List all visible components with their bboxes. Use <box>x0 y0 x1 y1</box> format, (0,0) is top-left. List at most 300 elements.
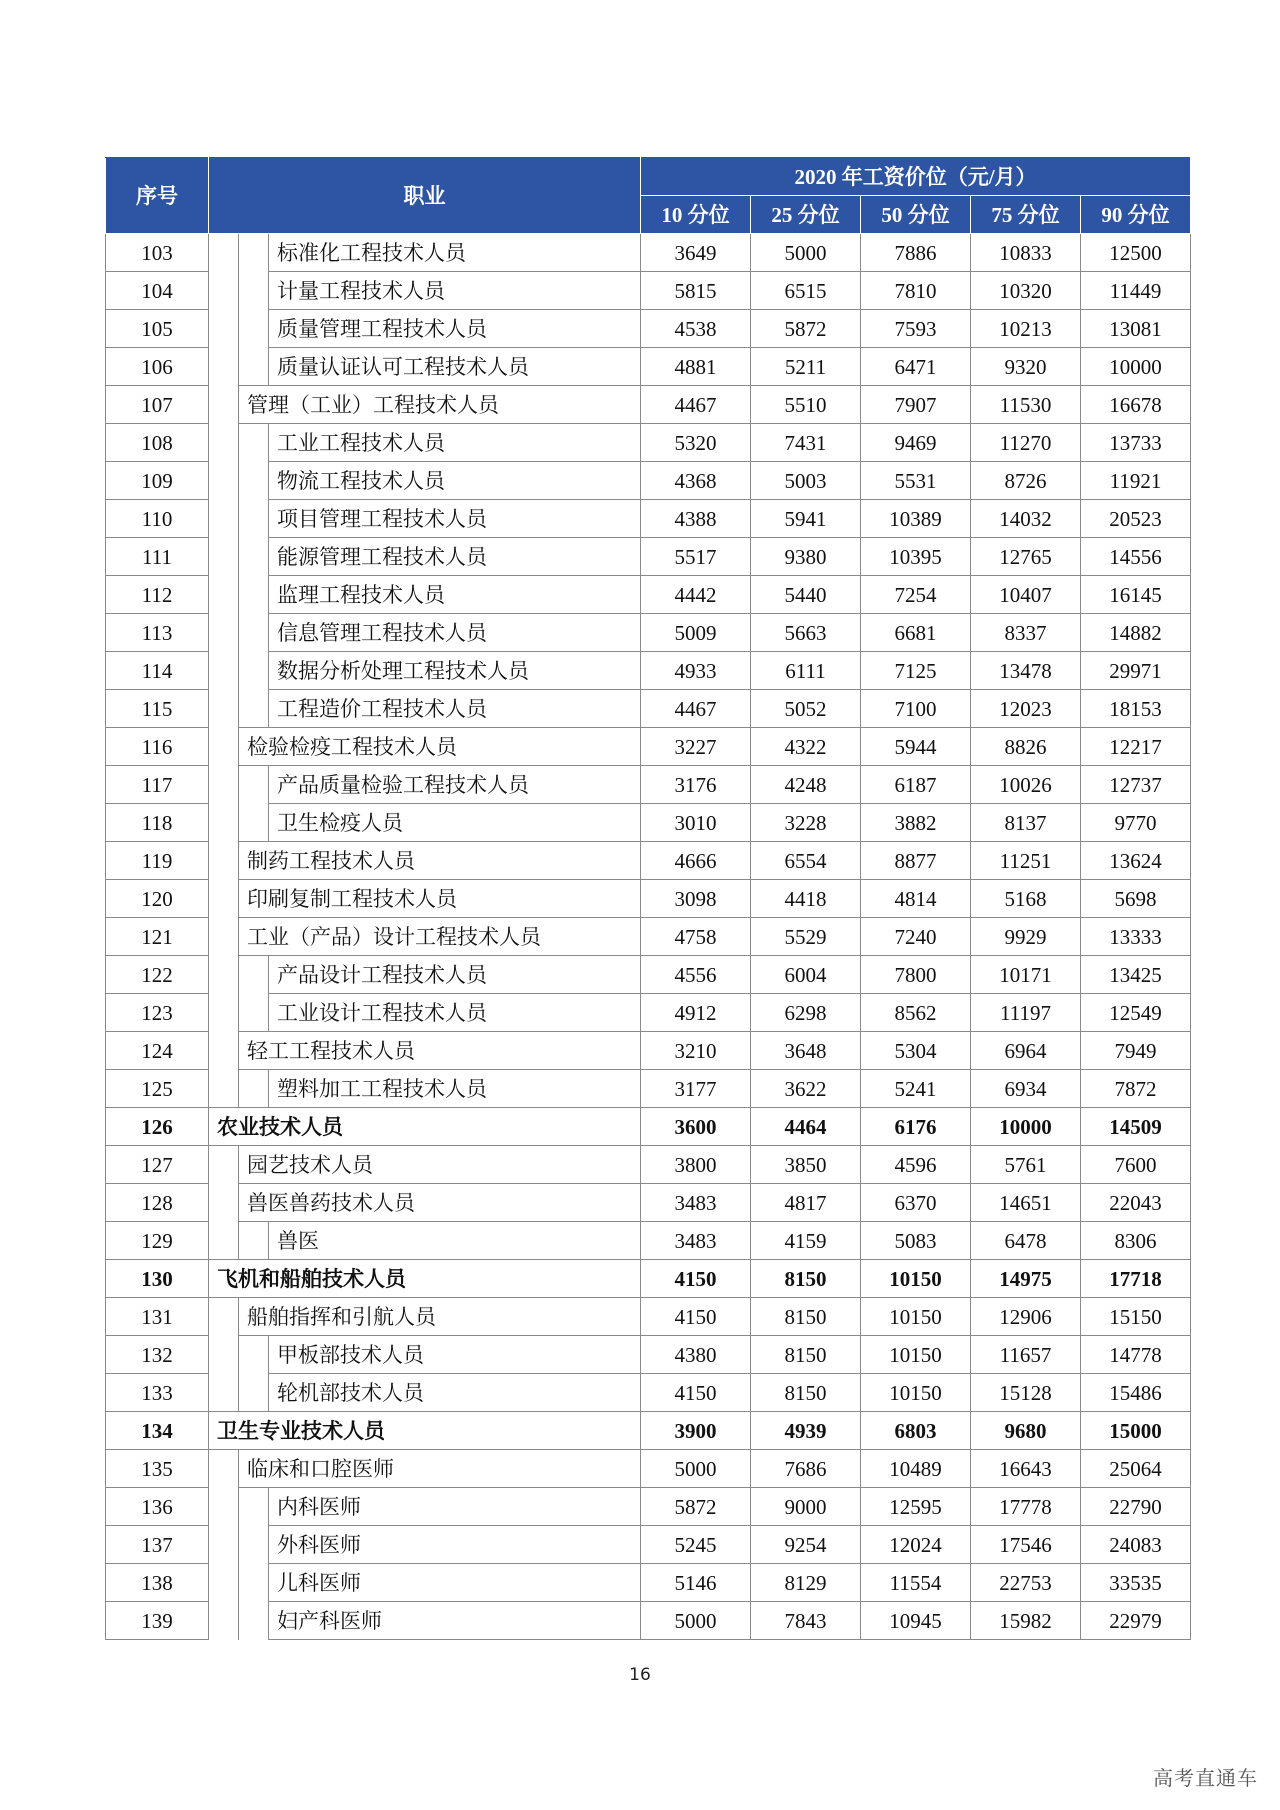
table-row <box>106 424 1191 462</box>
value-p10: 3600 <box>641 1108 751 1146</box>
value-p75: 9929 <box>971 918 1081 956</box>
row-number: 123 <box>106 994 209 1032</box>
value-p90: 18153 <box>1081 690 1191 728</box>
value-p50: 9469 <box>861 424 971 462</box>
table-row <box>106 728 1191 766</box>
value-p10: 3010 <box>641 804 751 842</box>
header-occupation: 职业 <box>209 158 641 234</box>
row-number: 128 <box>106 1184 209 1222</box>
row-number: 136 <box>106 1488 209 1526</box>
occupation-name: 数据分析处理工程技术人员 <box>269 652 641 690</box>
occupation-name: 轻工工程技术人员 <box>239 1032 641 1070</box>
value-p10: 5000 <box>641 1602 751 1640</box>
occupation-name: 印刷复制工程技术人员 <box>239 880 641 918</box>
value-p90: 15486 <box>1081 1374 1191 1412</box>
occupation-name: 船舶指挥和引航人员 <box>239 1298 641 1336</box>
value-p90: 9770 <box>1081 804 1191 842</box>
table-row <box>106 538 1191 576</box>
table-row <box>106 766 1191 804</box>
table-row <box>106 1032 1191 1070</box>
indent-cell <box>239 1070 269 1108</box>
indent-cell <box>209 614 239 652</box>
header-p50: 50 分位 <box>861 196 971 234</box>
value-p10: 4380 <box>641 1336 751 1374</box>
value-p90: 14882 <box>1081 614 1191 652</box>
table-row <box>106 690 1191 728</box>
value-p90: 22979 <box>1081 1602 1191 1640</box>
indent-cell <box>239 994 269 1032</box>
value-p90: 16145 <box>1081 576 1191 614</box>
value-p75: 14032 <box>971 500 1081 538</box>
occupation-name: 甲板部技术人员 <box>269 1336 641 1374</box>
indent-cell <box>209 918 239 956</box>
value-p25: 5003 <box>751 462 861 500</box>
value-p25: 8150 <box>751 1298 861 1336</box>
row-number: 119 <box>106 842 209 880</box>
indent-cell <box>239 348 269 386</box>
value-p10: 3649 <box>641 234 751 272</box>
indent-cell <box>209 1488 239 1526</box>
value-p90: 13624 <box>1081 842 1191 880</box>
indent-cell <box>239 500 269 538</box>
value-p50: 12595 <box>861 1488 971 1526</box>
value-p50: 6471 <box>861 348 971 386</box>
value-p50: 7886 <box>861 234 971 272</box>
indent-cell <box>209 1526 239 1564</box>
value-p10: 5517 <box>641 538 751 576</box>
value-p25: 3228 <box>751 804 861 842</box>
value-p90: 8306 <box>1081 1222 1191 1260</box>
row-number: 105 <box>106 310 209 348</box>
value-p25: 5440 <box>751 576 861 614</box>
indent-cell <box>209 1070 239 1108</box>
value-p25: 4418 <box>751 880 861 918</box>
value-p10: 4666 <box>641 842 751 880</box>
indent-cell <box>239 1488 269 1526</box>
value-p90: 12737 <box>1081 766 1191 804</box>
value-p75: 9680 <box>971 1412 1081 1450</box>
value-p10: 4538 <box>641 310 751 348</box>
table-row <box>106 956 1191 994</box>
row-number: 135 <box>106 1450 209 1488</box>
row-number: 109 <box>106 462 209 500</box>
value-p75: 8337 <box>971 614 1081 652</box>
value-p50: 4814 <box>861 880 971 918</box>
value-p50: 10150 <box>861 1374 971 1412</box>
value-p10: 4881 <box>641 348 751 386</box>
header-p10: 10 分位 <box>641 196 751 234</box>
occupation-name: 妇产科医师 <box>269 1602 641 1640</box>
indent-cell <box>239 310 269 348</box>
value-p10: 4912 <box>641 994 751 1032</box>
value-p90: 25064 <box>1081 1450 1191 1488</box>
indent-cell <box>209 576 239 614</box>
value-p90: 7872 <box>1081 1070 1191 1108</box>
occupation-name: 轮机部技术人员 <box>269 1374 641 1412</box>
indent-cell <box>239 690 269 728</box>
value-p25: 6298 <box>751 994 861 1032</box>
value-p90: 13733 <box>1081 424 1191 462</box>
value-p75: 9320 <box>971 348 1081 386</box>
table-row <box>106 348 1191 386</box>
table-row <box>106 462 1191 500</box>
row-number: 133 <box>106 1374 209 1412</box>
value-p75: 8826 <box>971 728 1081 766</box>
occupation-name: 卫生专业技术人员 <box>209 1412 641 1450</box>
indent-cell <box>209 1450 239 1488</box>
indent-cell <box>209 1146 239 1184</box>
indent-cell <box>239 1564 269 1602</box>
occupation-name: 产品质量检验工程技术人员 <box>269 766 641 804</box>
row-number: 122 <box>106 956 209 994</box>
indent-cell <box>239 462 269 500</box>
value-p75: 10000 <box>971 1108 1081 1146</box>
value-p90: 11921 <box>1081 462 1191 500</box>
value-p90: 14556 <box>1081 538 1191 576</box>
value-p90: 14509 <box>1081 1108 1191 1146</box>
indent-cell <box>239 272 269 310</box>
header-seq: 序号 <box>106 158 209 234</box>
table-header <box>106 158 1191 234</box>
row-number: 127 <box>106 1146 209 1184</box>
value-p90: 12500 <box>1081 234 1191 272</box>
occupation-name: 制药工程技术人员 <box>239 842 641 880</box>
value-p75: 8726 <box>971 462 1081 500</box>
row-number: 110 <box>106 500 209 538</box>
value-p90: 29971 <box>1081 652 1191 690</box>
value-p50: 6176 <box>861 1108 971 1146</box>
table-row <box>106 880 1191 918</box>
row-number: 130 <box>106 1260 209 1298</box>
value-p10: 3483 <box>641 1184 751 1222</box>
value-p50: 11554 <box>861 1564 971 1602</box>
row-number: 134 <box>106 1412 209 1450</box>
value-p25: 4817 <box>751 1184 861 1222</box>
value-p50: 10945 <box>861 1602 971 1640</box>
indent-cell <box>239 1336 269 1374</box>
value-p90: 13425 <box>1081 956 1191 994</box>
row-number: 117 <box>106 766 209 804</box>
table-row <box>106 652 1191 690</box>
row-number: 106 <box>106 348 209 386</box>
value-p10: 5815 <box>641 272 751 310</box>
table-row <box>106 272 1191 310</box>
table-row <box>106 500 1191 538</box>
value-p90: 11449 <box>1081 272 1191 310</box>
indent-cell <box>209 728 239 766</box>
value-p90: 13081 <box>1081 310 1191 348</box>
indent-cell <box>209 462 239 500</box>
value-p75: 10213 <box>971 310 1081 348</box>
occupation-name: 信息管理工程技术人员 <box>269 614 641 652</box>
table-row <box>106 1488 1191 1526</box>
value-p25: 4464 <box>751 1108 861 1146</box>
value-p50: 3882 <box>861 804 971 842</box>
value-p90: 16678 <box>1081 386 1191 424</box>
occupation-name: 工业设计工程技术人员 <box>269 994 641 1032</box>
value-p25: 4322 <box>751 728 861 766</box>
row-number: 121 <box>106 918 209 956</box>
row-number: 118 <box>106 804 209 842</box>
occupation-name: 兽医兽药技术人员 <box>239 1184 641 1222</box>
value-p75: 10320 <box>971 272 1081 310</box>
value-p75: 6478 <box>971 1222 1081 1260</box>
indent-cell <box>209 424 239 462</box>
indent-cell <box>209 386 239 424</box>
value-p75: 11251 <box>971 842 1081 880</box>
row-number: 139 <box>106 1602 209 1640</box>
value-p10: 4388 <box>641 500 751 538</box>
value-p25: 5872 <box>751 310 861 348</box>
occupation-name: 管理（工业）工程技术人员 <box>239 386 641 424</box>
table-row <box>106 994 1191 1032</box>
indent-cell <box>239 234 269 272</box>
value-p50: 7593 <box>861 310 971 348</box>
value-p75: 17778 <box>971 1488 1081 1526</box>
value-p75: 14975 <box>971 1260 1081 1298</box>
occupation-name: 飞机和船舶技术人员 <box>209 1260 641 1298</box>
value-p25: 4159 <box>751 1222 861 1260</box>
value-p25: 4939 <box>751 1412 861 1450</box>
value-p10: 4150 <box>641 1298 751 1336</box>
page-number: 16 <box>629 1665 651 1685</box>
indent-cell <box>209 1564 239 1602</box>
row-number: 115 <box>106 690 209 728</box>
value-p10: 5009 <box>641 614 751 652</box>
value-p75: 6934 <box>971 1070 1081 1108</box>
value-p90: 12549 <box>1081 994 1191 1032</box>
value-p75: 16643 <box>971 1450 1081 1488</box>
value-p10: 3177 <box>641 1070 751 1108</box>
occupation-name: 项目管理工程技术人员 <box>269 500 641 538</box>
value-p25: 5941 <box>751 500 861 538</box>
indent-cell <box>209 1602 239 1640</box>
value-p50: 6187 <box>861 766 971 804</box>
value-p50: 10150 <box>861 1260 971 1298</box>
value-p90: 12217 <box>1081 728 1191 766</box>
occupation-name: 内科医师 <box>269 1488 641 1526</box>
value-p50: 6681 <box>861 614 971 652</box>
row-number: 132 <box>106 1336 209 1374</box>
indent-cell <box>239 538 269 576</box>
indent-cell <box>239 1602 269 1640</box>
value-p75: 15128 <box>971 1374 1081 1412</box>
occupation-name: 卫生检疫人员 <box>269 804 641 842</box>
value-p75: 11530 <box>971 386 1081 424</box>
value-p50: 10150 <box>861 1298 971 1336</box>
value-p75: 14651 <box>971 1184 1081 1222</box>
row-number: 112 <box>106 576 209 614</box>
value-p25: 9254 <box>751 1526 861 1564</box>
table-row <box>106 1108 1191 1146</box>
value-p90: 15150 <box>1081 1298 1191 1336</box>
value-p50: 10389 <box>861 500 971 538</box>
occupation-name: 产品设计工程技术人员 <box>269 956 641 994</box>
indent-cell <box>239 576 269 614</box>
value-p50: 6370 <box>861 1184 971 1222</box>
value-p10: 4150 <box>641 1260 751 1298</box>
value-p75: 12023 <box>971 690 1081 728</box>
value-p50: 7254 <box>861 576 971 614</box>
value-p25: 7686 <box>751 1450 861 1488</box>
header-p25: 25 分位 <box>751 196 861 234</box>
indent-cell <box>239 1526 269 1564</box>
header-p90: 90 分位 <box>1081 196 1191 234</box>
row-number: 120 <box>106 880 209 918</box>
row-number: 125 <box>106 1070 209 1108</box>
value-p75: 6964 <box>971 1032 1081 1070</box>
value-p75: 12906 <box>971 1298 1081 1336</box>
value-p25: 6554 <box>751 842 861 880</box>
indent-cell <box>209 538 239 576</box>
row-number: 137 <box>106 1526 209 1564</box>
indent-cell <box>209 1336 239 1374</box>
occupation-name: 工业（产品）设计工程技术人员 <box>239 918 641 956</box>
occupation-name: 计量工程技术人员 <box>269 272 641 310</box>
value-p75: 10171 <box>971 956 1081 994</box>
indent-cell <box>209 1032 239 1070</box>
value-p50: 10150 <box>861 1336 971 1374</box>
value-p25: 6004 <box>751 956 861 994</box>
value-p10: 4556 <box>641 956 751 994</box>
table-body <box>106 234 1191 1640</box>
value-p25: 5663 <box>751 614 861 652</box>
value-p75: 17546 <box>971 1526 1081 1564</box>
header-wage-group: 2020 年工资价位（元/月） <box>641 158 1191 196</box>
row-number: 114 <box>106 652 209 690</box>
value-p10: 3227 <box>641 728 751 766</box>
table-row <box>106 804 1191 842</box>
indent-cell <box>239 804 269 842</box>
indent-cell <box>209 880 239 918</box>
value-p25: 7431 <box>751 424 861 462</box>
table-row <box>106 614 1191 652</box>
value-p50: 6803 <box>861 1412 971 1450</box>
value-p50: 8562 <box>861 994 971 1032</box>
indent-cell <box>209 234 239 272</box>
header-p75: 75 分位 <box>971 196 1081 234</box>
value-p75: 12765 <box>971 538 1081 576</box>
indent-cell <box>239 614 269 652</box>
value-p25: 5052 <box>751 690 861 728</box>
table-row <box>106 1564 1191 1602</box>
row-number: 107 <box>106 386 209 424</box>
row-number: 116 <box>106 728 209 766</box>
value-p10: 4758 <box>641 918 751 956</box>
value-p75: 10026 <box>971 766 1081 804</box>
value-p50: 8877 <box>861 842 971 880</box>
value-p25: 3622 <box>751 1070 861 1108</box>
value-p25: 8150 <box>751 1374 861 1412</box>
value-p10: 5320 <box>641 424 751 462</box>
table-row <box>106 918 1191 956</box>
table-row <box>106 310 1191 348</box>
occupation-name: 兽医 <box>269 1222 641 1260</box>
occupation-name: 标准化工程技术人员 <box>269 234 641 272</box>
row-number: 129 <box>106 1222 209 1260</box>
value-p25: 9000 <box>751 1488 861 1526</box>
value-p50: 7810 <box>861 272 971 310</box>
value-p25: 4248 <box>751 766 861 804</box>
watermark-text: 高考直通车 <box>1153 1766 1258 1790</box>
table-row <box>106 1450 1191 1488</box>
value-p90: 33535 <box>1081 1564 1191 1602</box>
value-p90: 10000 <box>1081 348 1191 386</box>
value-p50: 5531 <box>861 462 971 500</box>
table-row <box>106 1526 1191 1564</box>
occupation-name: 园艺技术人员 <box>239 1146 641 1184</box>
indent-cell <box>209 1184 239 1222</box>
indent-cell <box>209 1374 239 1412</box>
table-row <box>106 1070 1191 1108</box>
value-p10: 4150 <box>641 1374 751 1412</box>
value-p25: 7843 <box>751 1602 861 1640</box>
value-p10: 3800 <box>641 1146 751 1184</box>
value-p75: 15982 <box>971 1602 1081 1640</box>
table-row <box>106 1374 1191 1412</box>
table-row <box>106 234 1191 272</box>
indent-cell <box>209 500 239 538</box>
indent-cell <box>209 310 239 348</box>
value-p50: 4596 <box>861 1146 971 1184</box>
value-p90: 13333 <box>1081 918 1191 956</box>
value-p25: 5529 <box>751 918 861 956</box>
value-p90: 17718 <box>1081 1260 1191 1298</box>
value-p25: 3648 <box>751 1032 861 1070</box>
value-p75: 11657 <box>971 1336 1081 1374</box>
indent-cell <box>209 804 239 842</box>
value-p90: 22790 <box>1081 1488 1191 1526</box>
value-p50: 7240 <box>861 918 971 956</box>
value-p75: 8137 <box>971 804 1081 842</box>
value-p90: 22043 <box>1081 1184 1191 1222</box>
value-p50: 7125 <box>861 652 971 690</box>
value-p10: 4467 <box>641 386 751 424</box>
table-row <box>106 842 1191 880</box>
indent-cell <box>209 1298 239 1336</box>
occupation-name: 能源管理工程技术人员 <box>269 538 641 576</box>
indent-cell <box>239 1222 269 1260</box>
value-p10: 3176 <box>641 766 751 804</box>
value-p75: 5761 <box>971 1146 1081 1184</box>
table-row <box>106 1222 1191 1260</box>
table-row <box>106 1146 1191 1184</box>
value-p25: 3850 <box>751 1146 861 1184</box>
value-p50: 7800 <box>861 956 971 994</box>
occupation-name: 监理工程技术人员 <box>269 576 641 614</box>
indent-cell <box>239 956 269 994</box>
wage-table <box>105 157 1191 1640</box>
indent-cell <box>209 994 239 1032</box>
table-row <box>106 1298 1191 1336</box>
row-number: 104 <box>106 272 209 310</box>
indent-cell <box>209 842 239 880</box>
value-p25: 9380 <box>751 538 861 576</box>
occupation-name: 塑料加工工程技术人员 <box>269 1070 641 1108</box>
value-p10: 3900 <box>641 1412 751 1450</box>
row-number: 124 <box>106 1032 209 1070</box>
value-p10: 4467 <box>641 690 751 728</box>
occupation-name: 质量认证认可工程技术人员 <box>269 348 641 386</box>
indent-cell <box>239 766 269 804</box>
occupation-name: 质量管理工程技术人员 <box>269 310 641 348</box>
indent-cell <box>209 690 239 728</box>
value-p10: 5146 <box>641 1564 751 1602</box>
value-p25: 5510 <box>751 386 861 424</box>
row-number: 103 <box>106 234 209 272</box>
value-p25: 5211 <box>751 348 861 386</box>
row-number: 113 <box>106 614 209 652</box>
